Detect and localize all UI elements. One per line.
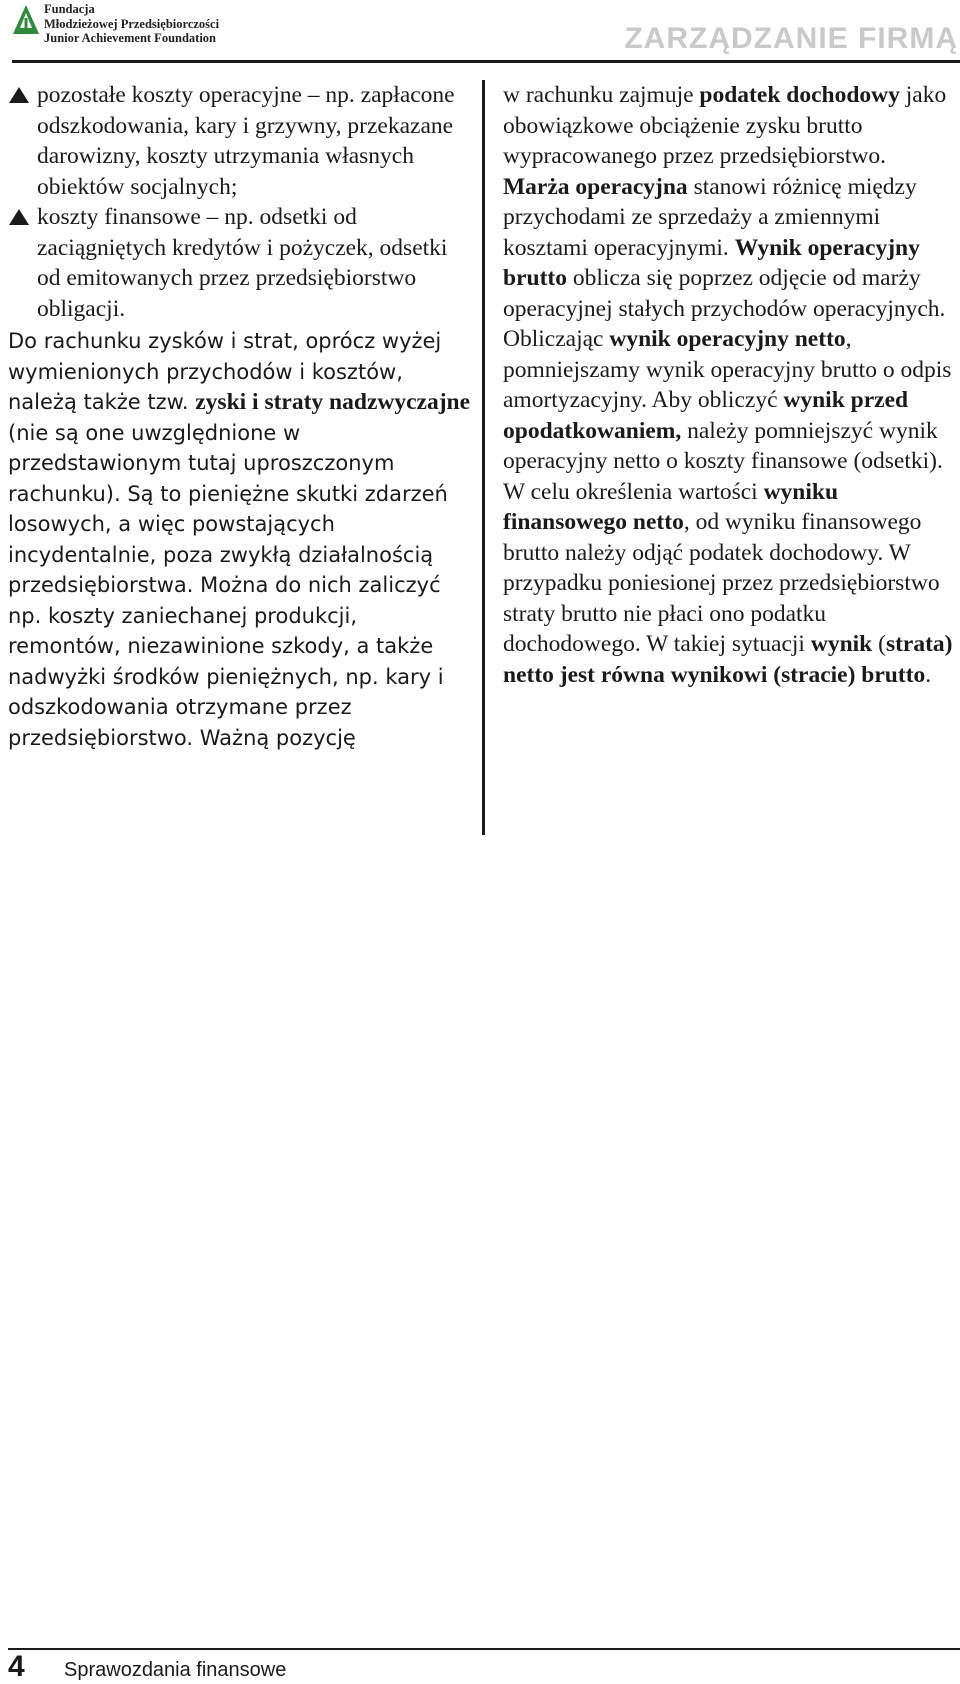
body-paragraph bbox=[503, 80, 953, 690]
bold-term: strata) netto jest równa wynikowi (stracie) brutto bbox=[503, 631, 953, 688]
logo-line-3: Junior Achievement Foundation bbox=[44, 31, 217, 45]
bold-term: wynik operacyjny netto bbox=[609, 326, 846, 352]
text-run: stanowi różnicę między przychodami ze sprzedaży a zmiennymi kosztami operacyjnymi. bbox=[503, 173, 917, 261]
body-paragraph bbox=[8, 326, 473, 753]
right-column bbox=[503, 80, 953, 690]
text-run: , pomniejszamy wynik operacyjny brutto o odpis amortyzacyjny. Aby obliczyć bbox=[503, 326, 952, 413]
text-run: jako obowiązkowe obciążenie zysku brutto wypracowanego przez przedsiębiorstwo. bbox=[503, 82, 947, 169]
bold-term: wynik przed opodatkowaniem, bbox=[503, 387, 909, 444]
logo-line-1: Fundacja bbox=[44, 2, 95, 16]
bullet-text: koszty finansowe – np. odsetki od zaciągniętych kredytów i pożyczek, odsetki od emitowanych przez przedsiębiorstwo obligacji. bbox=[37, 204, 448, 322]
section-title: ZARZĄDZANIE FIRMĄ bbox=[624, 22, 958, 55]
text-run: w rachunku zajmuje bbox=[503, 82, 700, 108]
foundation-logo bbox=[12, 2, 219, 46]
ja-logo-icon bbox=[12, 4, 40, 36]
logo-text bbox=[44, 2, 219, 46]
bold-term: Wynik operacyjny brutto bbox=[503, 234, 920, 291]
list-item bbox=[8, 80, 473, 202]
triangle-up-icon bbox=[8, 80, 37, 110]
text-run: należy pomniejszyć wynik operacyjny netto o koszty finansowe (odsetki). W celu określenia wartości bbox=[503, 417, 943, 505]
bold-term: Marża operacyjna bbox=[503, 173, 688, 200]
text-run: Do rachunku zysków i strat, oprócz wyżej wymienionych przychodów i kosztów, należą także tzw. bbox=[8, 329, 442, 414]
column-divider bbox=[482, 80, 485, 835]
text-run: , od wyniku finansowego brutto należy odjąć podatek dochodowy. W przypadku poniesionej przez przedsiębiorstwo straty brutto nie płaci ono podatku dochodowego. W takiej sytuacji bbox=[503, 509, 940, 657]
text-run: . bbox=[925, 661, 932, 688]
bold-term: wynik bbox=[810, 631, 873, 657]
text-run: oblicza się poprzez odjęcie od marży operacyjnej stałych przychodów operacyjnych. Obliczając bbox=[503, 265, 946, 352]
bold-term: zyski i straty nadzwyczajne bbox=[195, 389, 471, 415]
bold-term: wyniku finansowego netto bbox=[503, 478, 839, 535]
text-run: ( bbox=[872, 631, 886, 657]
text-run: (nie są one uwzględnione w przedstawionym tutaj uproszczonym rachunku). Są to pieniężne skutki zdarzeń losowych, a więc powstających incydentalnie, poza zwykłą działalnością przedsiębiorstwa. Można do nich zaliczyć np. koszty zaniechanej produkcji, remontów, niezawinione szkody, a także nadwyżki środków pieniężnych, np. kary i odszkodowania otrzymane przez przedsiębiorstwo. Ważną pozycję bbox=[8, 420, 448, 750]
bold-term: podatek dochodowy bbox=[699, 82, 900, 108]
header-rule bbox=[12, 60, 960, 63]
logo-line-2: Młodzieżowej Przedsiębiorczości bbox=[44, 16, 220, 31]
bullet-text: pozostałe koszty operacyjne – np. zapłacone odszkodowania, kary i grzywny, przekazane darowizny, koszty utrzymania własnych obiektów socjalnych; bbox=[37, 82, 455, 200]
triangle-up-icon bbox=[8, 202, 37, 232]
footer-title: Sprawozdania finansowe bbox=[64, 1659, 287, 1681]
list-item bbox=[8, 202, 473, 324]
left-column bbox=[8, 80, 473, 753]
page-number: 4 bbox=[8, 1650, 25, 1683]
footer-rule bbox=[8, 1648, 960, 1650]
